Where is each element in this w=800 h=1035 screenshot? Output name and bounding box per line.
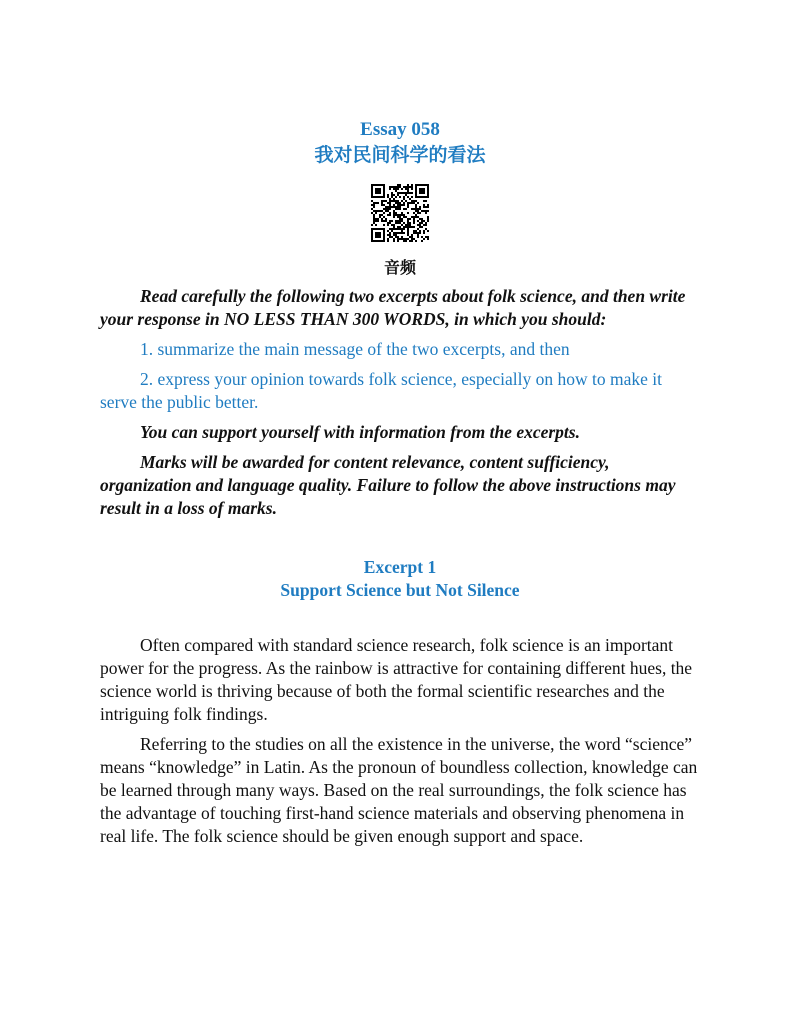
instructions-intro: Read carefully the following two excerpts about folk science, and then write your response in NO LESS THAN 300 WORDS, in which you should:: [100, 286, 686, 329]
essay-title: Essay 058: [360, 119, 440, 140]
qr-code-container: [100, 184, 700, 242]
audio-label[interactable]: 音频: [383, 258, 416, 277]
essay-subtitle: 我对民间科学的看法: [314, 144, 486, 166]
excerpt-paragraph: Referring to the studies on all the existence in the universe, the word “science” means “knowledge” in Latin. As the pronoun of boundless collection, knowledge can be learned through many ways. Based on the real surroundings, the folk science has the advantage of touching first-hand science materials and observing phenomena in real life. The folk science should be given enough support and space.: [100, 734, 698, 846]
excerpt-heading-block: [100, 556, 700, 602]
excerpt-label: Excerpt 1: [363, 557, 437, 577]
support-note: You can support yourself with information from the excerpts.: [140, 422, 580, 442]
instruction-item: 2. express your opinion towards folk science, especially on how to make it serve the public better.: [100, 369, 662, 412]
excerpt-paragraph: Often compared with standard science research, folk science is an important power for the progress. As the rainbow is attractive for containing different hues, the science world is thriving because of both the formal scientific researches and the intriguing folk findings.: [100, 635, 693, 724]
qr-code-icon[interactable]: [371, 184, 429, 242]
excerpt-title: Support Science but Not Silence: [280, 580, 520, 600]
marks-note: Marks will be awarded for content relevance, content sufficiency, organization and language quality. Failure to follow the above instructions may result in a loss of marks.: [100, 452, 676, 518]
instruction-item: 1. summarize the main message of the two excerpts, and then: [140, 339, 570, 359]
document-content: [100, 118, 700, 848]
